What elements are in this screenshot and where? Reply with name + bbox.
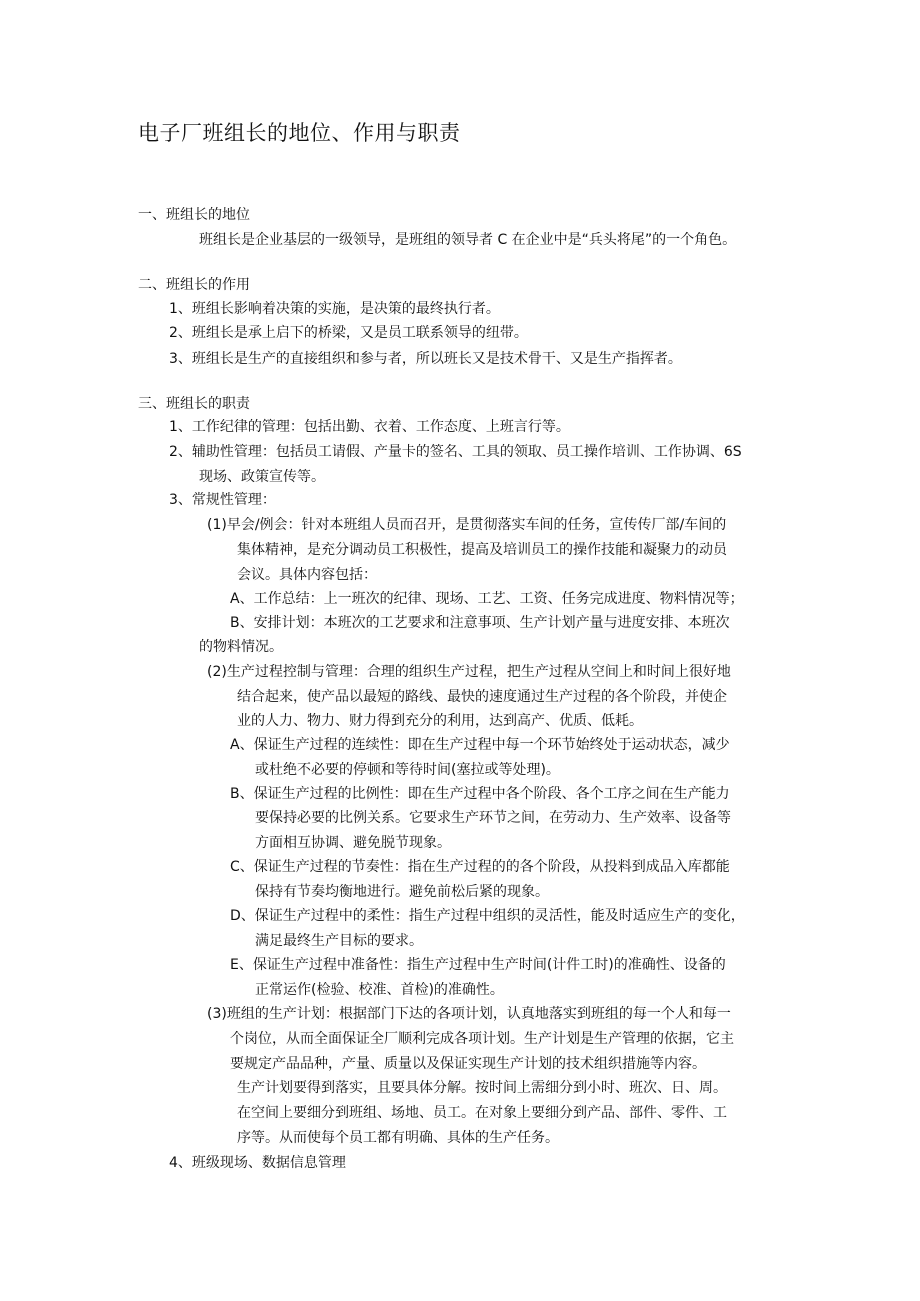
role-item-1: 1、班组长影响着决策的实施，是决策的最终执行者。 bbox=[169, 301, 500, 317]
section-heading-position: 一、班组长的地位 bbox=[138, 207, 250, 223]
duty-item-2-line: 2、辅助性管理：包括员工请假、产量卡的签名、工具的领取、员工操作培训、工作协调、6S bbox=[169, 444, 742, 460]
preparation-line: E、保证生产过程中准备性：指生产过程中生产时间(计件工时)的准确性、设备的 bbox=[230, 957, 726, 973]
rhythm-line: 保持有节奏均衡地进行。避免前松后紧的现象。 bbox=[255, 884, 549, 900]
preparation-line: 正常运作(检验、校准、首检)的准确性。 bbox=[255, 982, 504, 998]
process-control-line: (2)生产过程控制与管理：合理的组织生产过程，把生产过程从空间上和时间上很好地 bbox=[207, 664, 731, 680]
position-paragraph: 班组长是企业基层的一级领导，是班组的领导者 C 在企业中是“兵头将尾”的一个角色。 bbox=[199, 232, 737, 248]
proportionality-line: 方面相互协调、避免脱节现象。 bbox=[255, 835, 451, 851]
meeting-paragraph-line: 会议。具体内容包括： bbox=[237, 567, 377, 583]
process-control-line: 结合起来，使产品以最短的路线、最快的速度通过生产过程的各个阶段，并使企 bbox=[237, 689, 727, 705]
plan-detail-line: 生产计划要得到落实，且要具体分解。按时间上需细分到小时、班次、日、周。 bbox=[237, 1080, 727, 1096]
continuity-line: 或杜绝不必要的停顿和等待时间(塞拉或等处理)。 bbox=[255, 762, 560, 778]
section-heading-role: 二、班组长的作用 bbox=[138, 277, 250, 293]
continuity-line: A、保证生产过程的连续性：即在生产过程中每一个环节始终处于运动状态，减少 bbox=[230, 737, 730, 753]
proportionality-line: B、保证生产过程的比例性：即在生产过程中各个阶段、各个工序之间在生产能力 bbox=[230, 786, 730, 802]
duty-item-2-line: 现场、政策宣传等。 bbox=[199, 469, 325, 485]
duty-item-4: 4、班级现场、数据信息管理 bbox=[169, 1155, 346, 1171]
meeting-paragraph-line: (1)早会/例会：针对本班组人员而召开，是贯彻落实车间的任务，宣传传厂部/车间的 bbox=[207, 517, 727, 533]
flexibility-line: 满足最终生产目标的要求。 bbox=[255, 933, 423, 949]
rhythm-line: C、保证生产过程的节奏性：指在生产过程的的各个阶段，从投料到成品入库都能 bbox=[230, 859, 730, 875]
duty-item-3-heading: 3、常规性管理： bbox=[169, 492, 276, 508]
role-item-3: 3、班组长是生产的直接组织和参与者，所以班长又是技术骨干、又是生产指挥者。 bbox=[169, 351, 682, 367]
plan-detail-line: 序等。从而使每个员工都有明确、具体的生产任务。 bbox=[237, 1130, 559, 1146]
meeting-plan-line: B、安排计划：本班次的工艺要求和注意事项、生产计划产量与进度安排、本班次 bbox=[230, 615, 730, 631]
production-plan-line: 要规定产品品种，产量、质量以及保证实现生产计划的技术组织措施等内容。 bbox=[230, 1056, 706, 1072]
process-control-line: 业的人力、物力、财力得到充分的利用，达到高产、优质、低耗。 bbox=[237, 713, 643, 729]
plan-detail-line: 在空间上要细分到班组、场地、员工。在对象上要细分到产品、部件、零件、工 bbox=[237, 1105, 727, 1121]
production-plan-line: 个岗位，从而全面保证全厂顺利完成各项计划。生产计划是生产管理的依据，它主 bbox=[230, 1031, 734, 1047]
flexibility-line: D、保证生产过程中的柔性：指生产过程中组织的灵活性，能及时适应生产的变化， bbox=[230, 908, 745, 924]
meeting-paragraph-line: 集体精神，是充分调动员工积极性，提高及培训员工的操作技能和凝聚力的动员 bbox=[237, 542, 727, 558]
proportionality-line: 要保持必要的比例关系。它要求生产环节之间，在劳动力、生产效率、设备等 bbox=[255, 810, 731, 826]
meeting-plan-line: 的物料情况。 bbox=[199, 639, 283, 655]
production-plan-line: (3)班组的生产计划：根据部门下达的各项计划，认真地落实到班组的每一个人和每一 bbox=[207, 1006, 731, 1022]
meeting-summary-line: A、工作总结：上一班次的纪律、现场、工艺、工资、任务完成进度、物料情况等； bbox=[230, 591, 744, 607]
role-item-2: 2、班组长是承上启下的桥梁，又是员工联系领导的纽带。 bbox=[169, 325, 528, 341]
duty-item-1: 1、工作纪律的管理：包括出勤、衣着、工作态度、上班言行等。 bbox=[169, 419, 570, 435]
document-title: 电子厂班组长的地位、作用与职责 bbox=[138, 121, 461, 145]
section-heading-duties: 三、班组长的职责 bbox=[138, 396, 250, 412]
